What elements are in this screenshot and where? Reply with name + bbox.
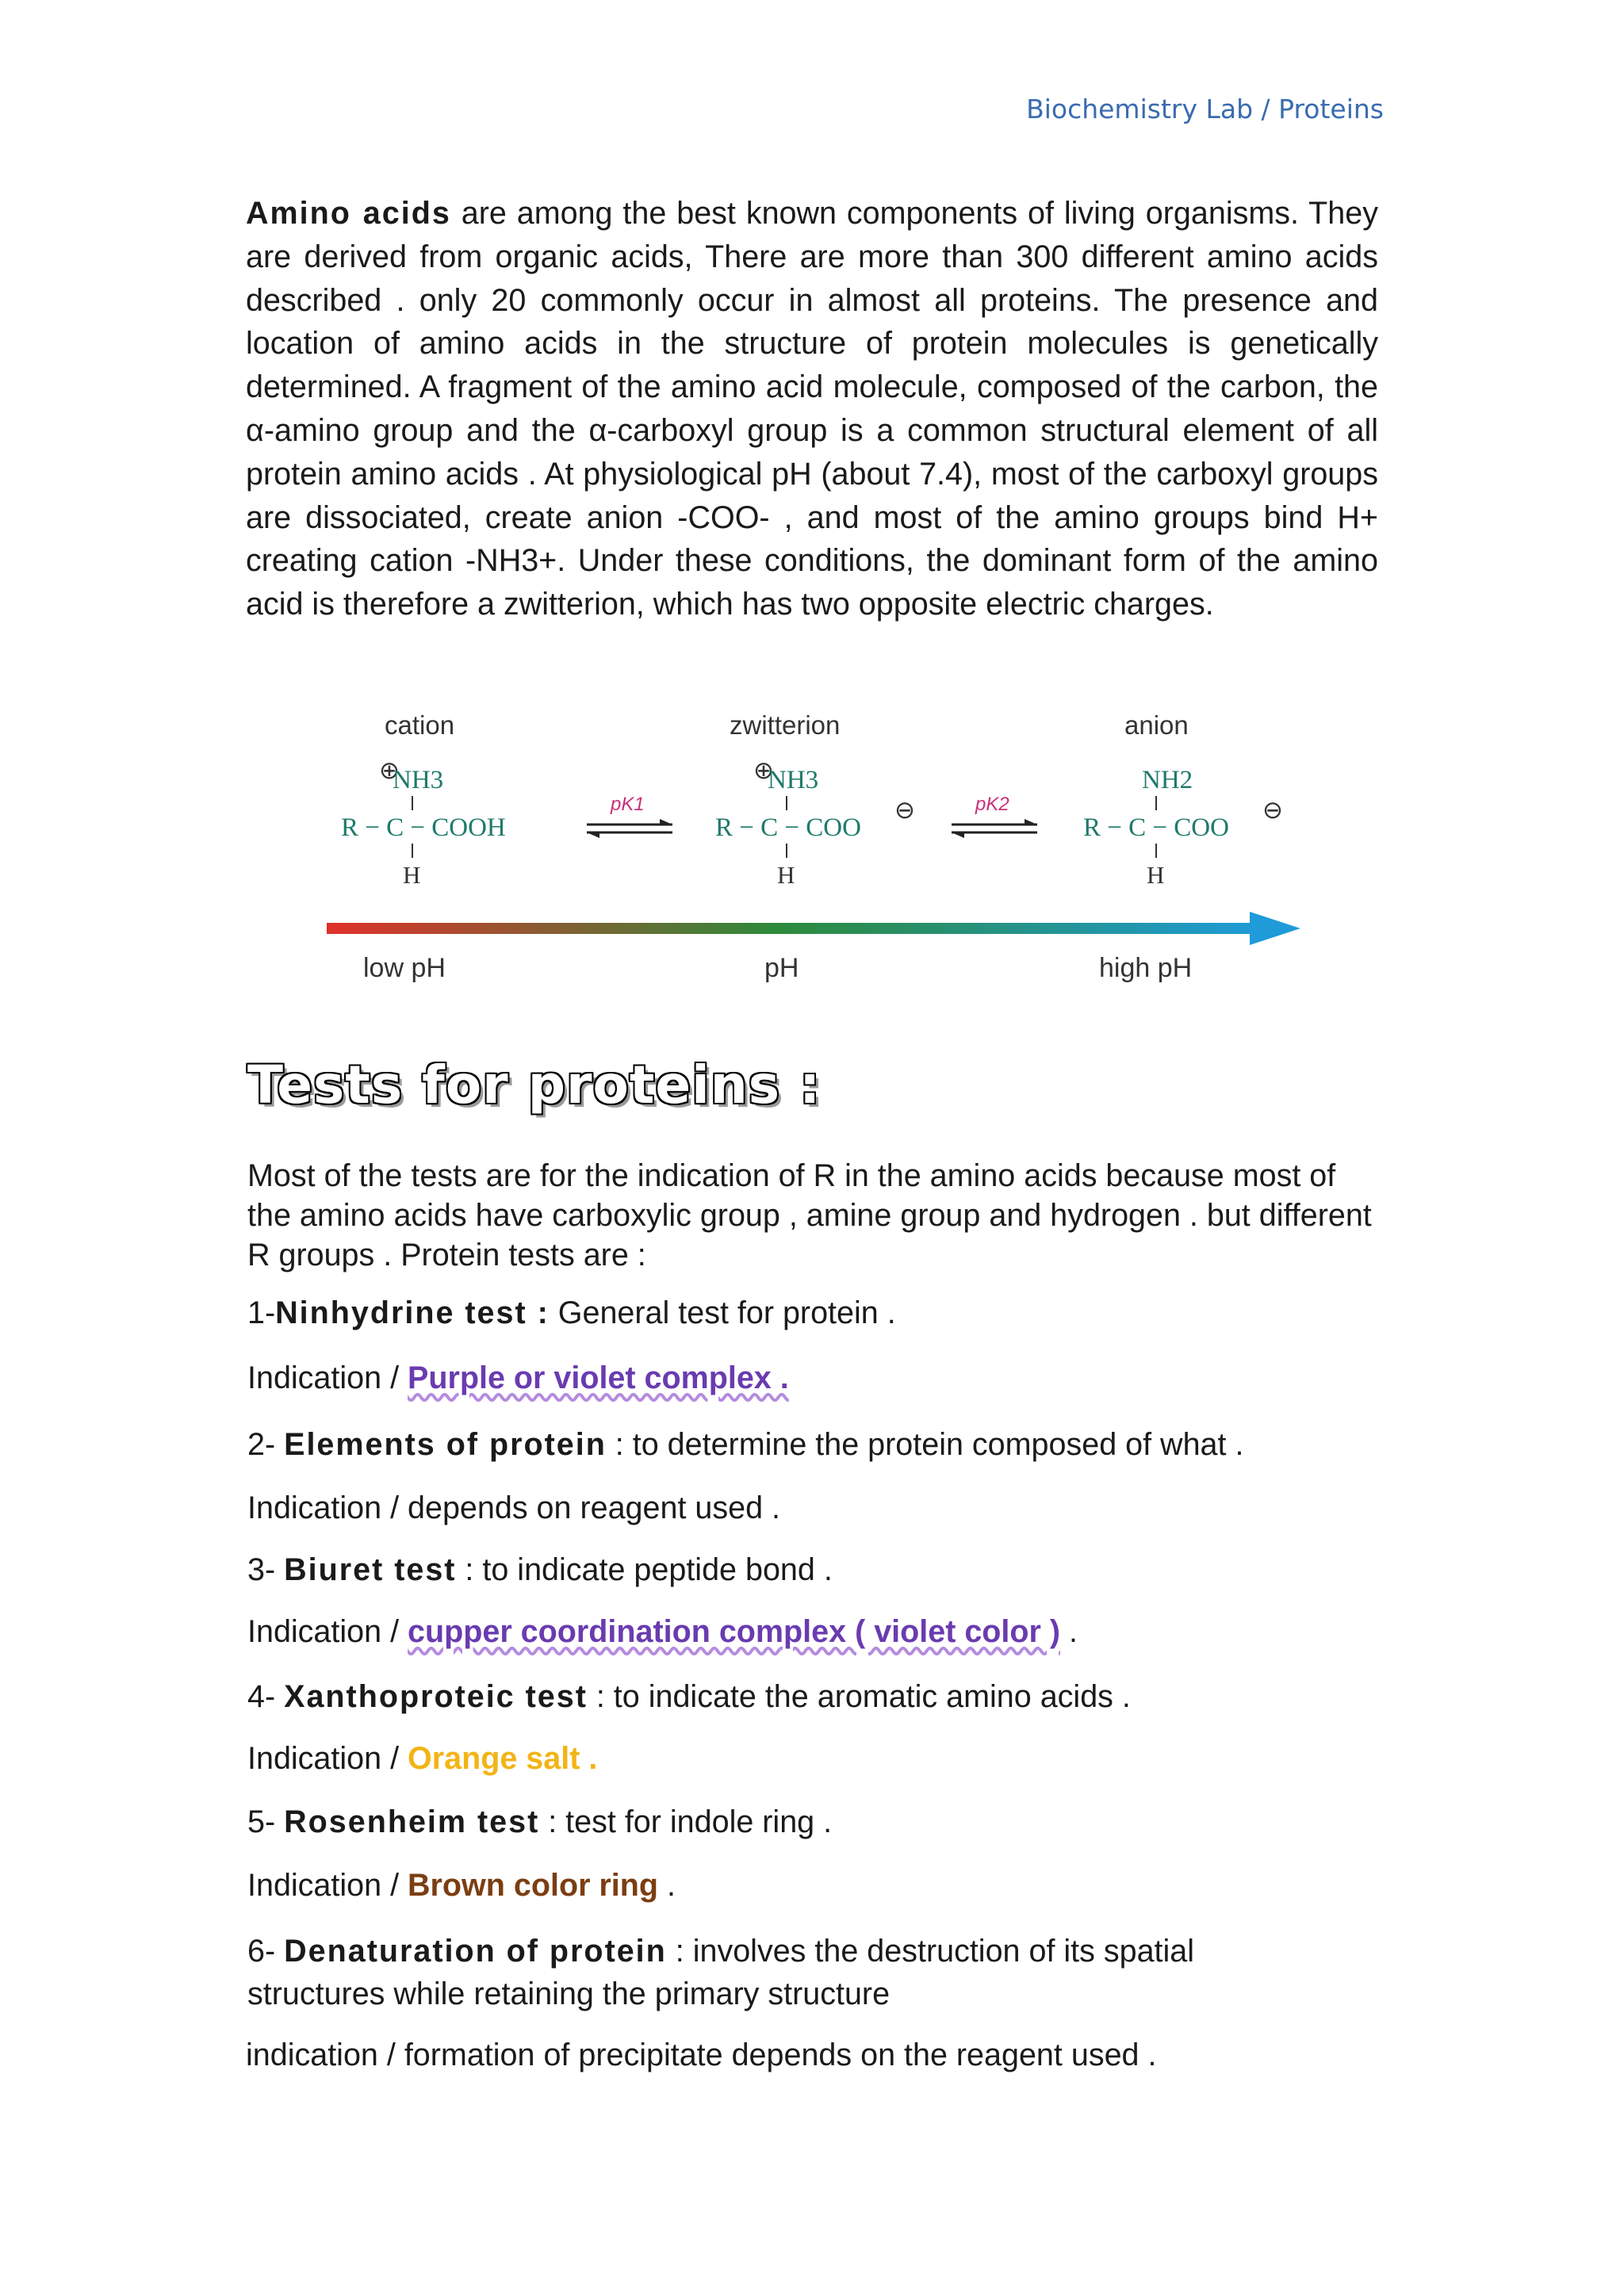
label-cation: cation: [385, 710, 455, 740]
ph-gradient-bar: [327, 923, 1262, 934]
test-item: [247, 1427, 1243, 1463]
test-name: Biuret test: [284, 1552, 457, 1587]
test-item: [247, 1804, 832, 1840]
test-item: [247, 1930, 1278, 2015]
indication-value: Orange salt .: [408, 1741, 598, 1776]
test-name: Ninhydrine test :: [275, 1295, 550, 1330]
indication-tail: .: [1060, 1614, 1078, 1649]
amino-acid-ionization-diagram: [317, 699, 1316, 993]
zwitterion-plus-charge: ⊕: [753, 756, 774, 784]
indication-value: Purple or violet complex .: [408, 1360, 789, 1395]
indication-label: Indication /: [247, 1614, 408, 1649]
test-desc: : test for indole ring .: [539, 1804, 833, 1839]
zwitterion-minus-charge: ⊖: [894, 796, 915, 824]
indication-value: cupper coordination complex ( violet color ): [408, 1614, 1061, 1649]
ph-arrow-head: [1250, 912, 1300, 945]
test-indication: [246, 2038, 1156, 2073]
test-item: [247, 1295, 896, 1331]
test-item: [247, 1679, 1131, 1715]
test-desc: : involves the destruction of its spatial structures while retaining the primary structure: [247, 1934, 1195, 2011]
section-intro: Most of the tests are for the indication of R in the amino acids because most of the amino acids have carboxylic group , amine group and hydrogen . but different R groups . Protein tests are :: [247, 1158, 1372, 1272]
cation-h: H: [403, 861, 421, 889]
indication-label: Indication / depends on reagent used .: [247, 1490, 781, 1525]
zwitterion-nh3: NH3: [768, 766, 819, 794]
zwitterion-h: H: [777, 861, 795, 889]
pk1-label: pK1: [611, 794, 645, 815]
test-number: 5-: [247, 1804, 285, 1839]
intro-lead: Amino acids: [246, 196, 451, 231]
test-desc: : to indicate peptide bond .: [456, 1552, 833, 1587]
test-indication: [247, 1741, 597, 1777]
page-header: Biochemistry Lab / Proteins: [1026, 94, 1384, 124]
anion-chain: R − C − COO: [1083, 813, 1229, 842]
cation-nh3: NH3: [393, 766, 444, 794]
test-number: 2-: [247, 1427, 285, 1462]
ionization-svg: [317, 699, 1316, 993]
test-number: 4-: [247, 1679, 285, 1714]
test-desc: General test for protein .: [549, 1295, 896, 1330]
indication-label: indication / formation of precipitate depends on the reagent used .: [246, 2038, 1157, 2072]
anion-minus-charge: ⊖: [1262, 796, 1283, 824]
intro-paragraph: [246, 192, 1378, 626]
cation-chain: R − C − COOH: [341, 813, 506, 842]
indication-tail: .: [658, 1868, 676, 1903]
test-indication: [247, 1360, 789, 1396]
test-desc: : to determine the protein composed of what .: [606, 1427, 1244, 1462]
test-desc: : to indicate the aromatic amino acids .: [587, 1679, 1131, 1714]
indication-label: Indication /: [247, 1868, 408, 1903]
test-item: [247, 1552, 833, 1588]
ph-label-high: high pH: [1099, 953, 1193, 983]
test-name: Xanthoproteic test: [284, 1679, 588, 1714]
indication-label: Indication /: [247, 1360, 408, 1395]
anion-nh2: NH2: [1142, 766, 1193, 794]
ph-label-low: low pH: [363, 953, 446, 983]
test-name: Elements of protein: [284, 1427, 607, 1462]
label-anion: anion: [1124, 710, 1189, 740]
test-name: Rosenheim test: [284, 1804, 540, 1839]
test-number: 1-: [247, 1295, 276, 1330]
test-number: 3-: [247, 1552, 285, 1587]
indication-value: Brown color ring: [408, 1868, 659, 1903]
pk2-label: pK2: [975, 794, 1009, 815]
label-zwitterion: zwitterion: [730, 710, 841, 740]
test-indication: [247, 1614, 1078, 1650]
anion-h: H: [1147, 861, 1165, 889]
indication-label: Indication /: [247, 1741, 408, 1776]
ph-label-mid: pH: [764, 953, 799, 983]
intro-text: are among the best known components of living organisms. They are derived from organic acids, There are more than 300 different amino acids described . only 20 commonly occur in almost all proteins. The presence and location of amino acids in the structure of protein molecules is genetically determined. A fragment of the amino acid molecule, composed of the carbon, the α-amino group and the α-carboxyl group is a common structural element of all protein amino acids . At physiological pH (about 7.4), most of the carboxyl groups are dissociated, create anion -COO- , and most of the amino groups bind H+ creating cation -NH3+. Under these conditions, the dominant form of the amino acid is therefore a zwitterion, which has two opposite electric charges.: [246, 196, 1378, 622]
cation-plus-charge: ⊕: [379, 756, 400, 784]
test-name: Denaturation of protein: [284, 1934, 667, 1969]
zwitterion-chain: R − C − COO: [715, 813, 861, 842]
test-indication: [247, 1868, 676, 1904]
section-title: Tests for proteins :: [247, 1054, 822, 1115]
test-number: 6-: [247, 1934, 285, 1969]
test-indication: [247, 1490, 780, 1526]
